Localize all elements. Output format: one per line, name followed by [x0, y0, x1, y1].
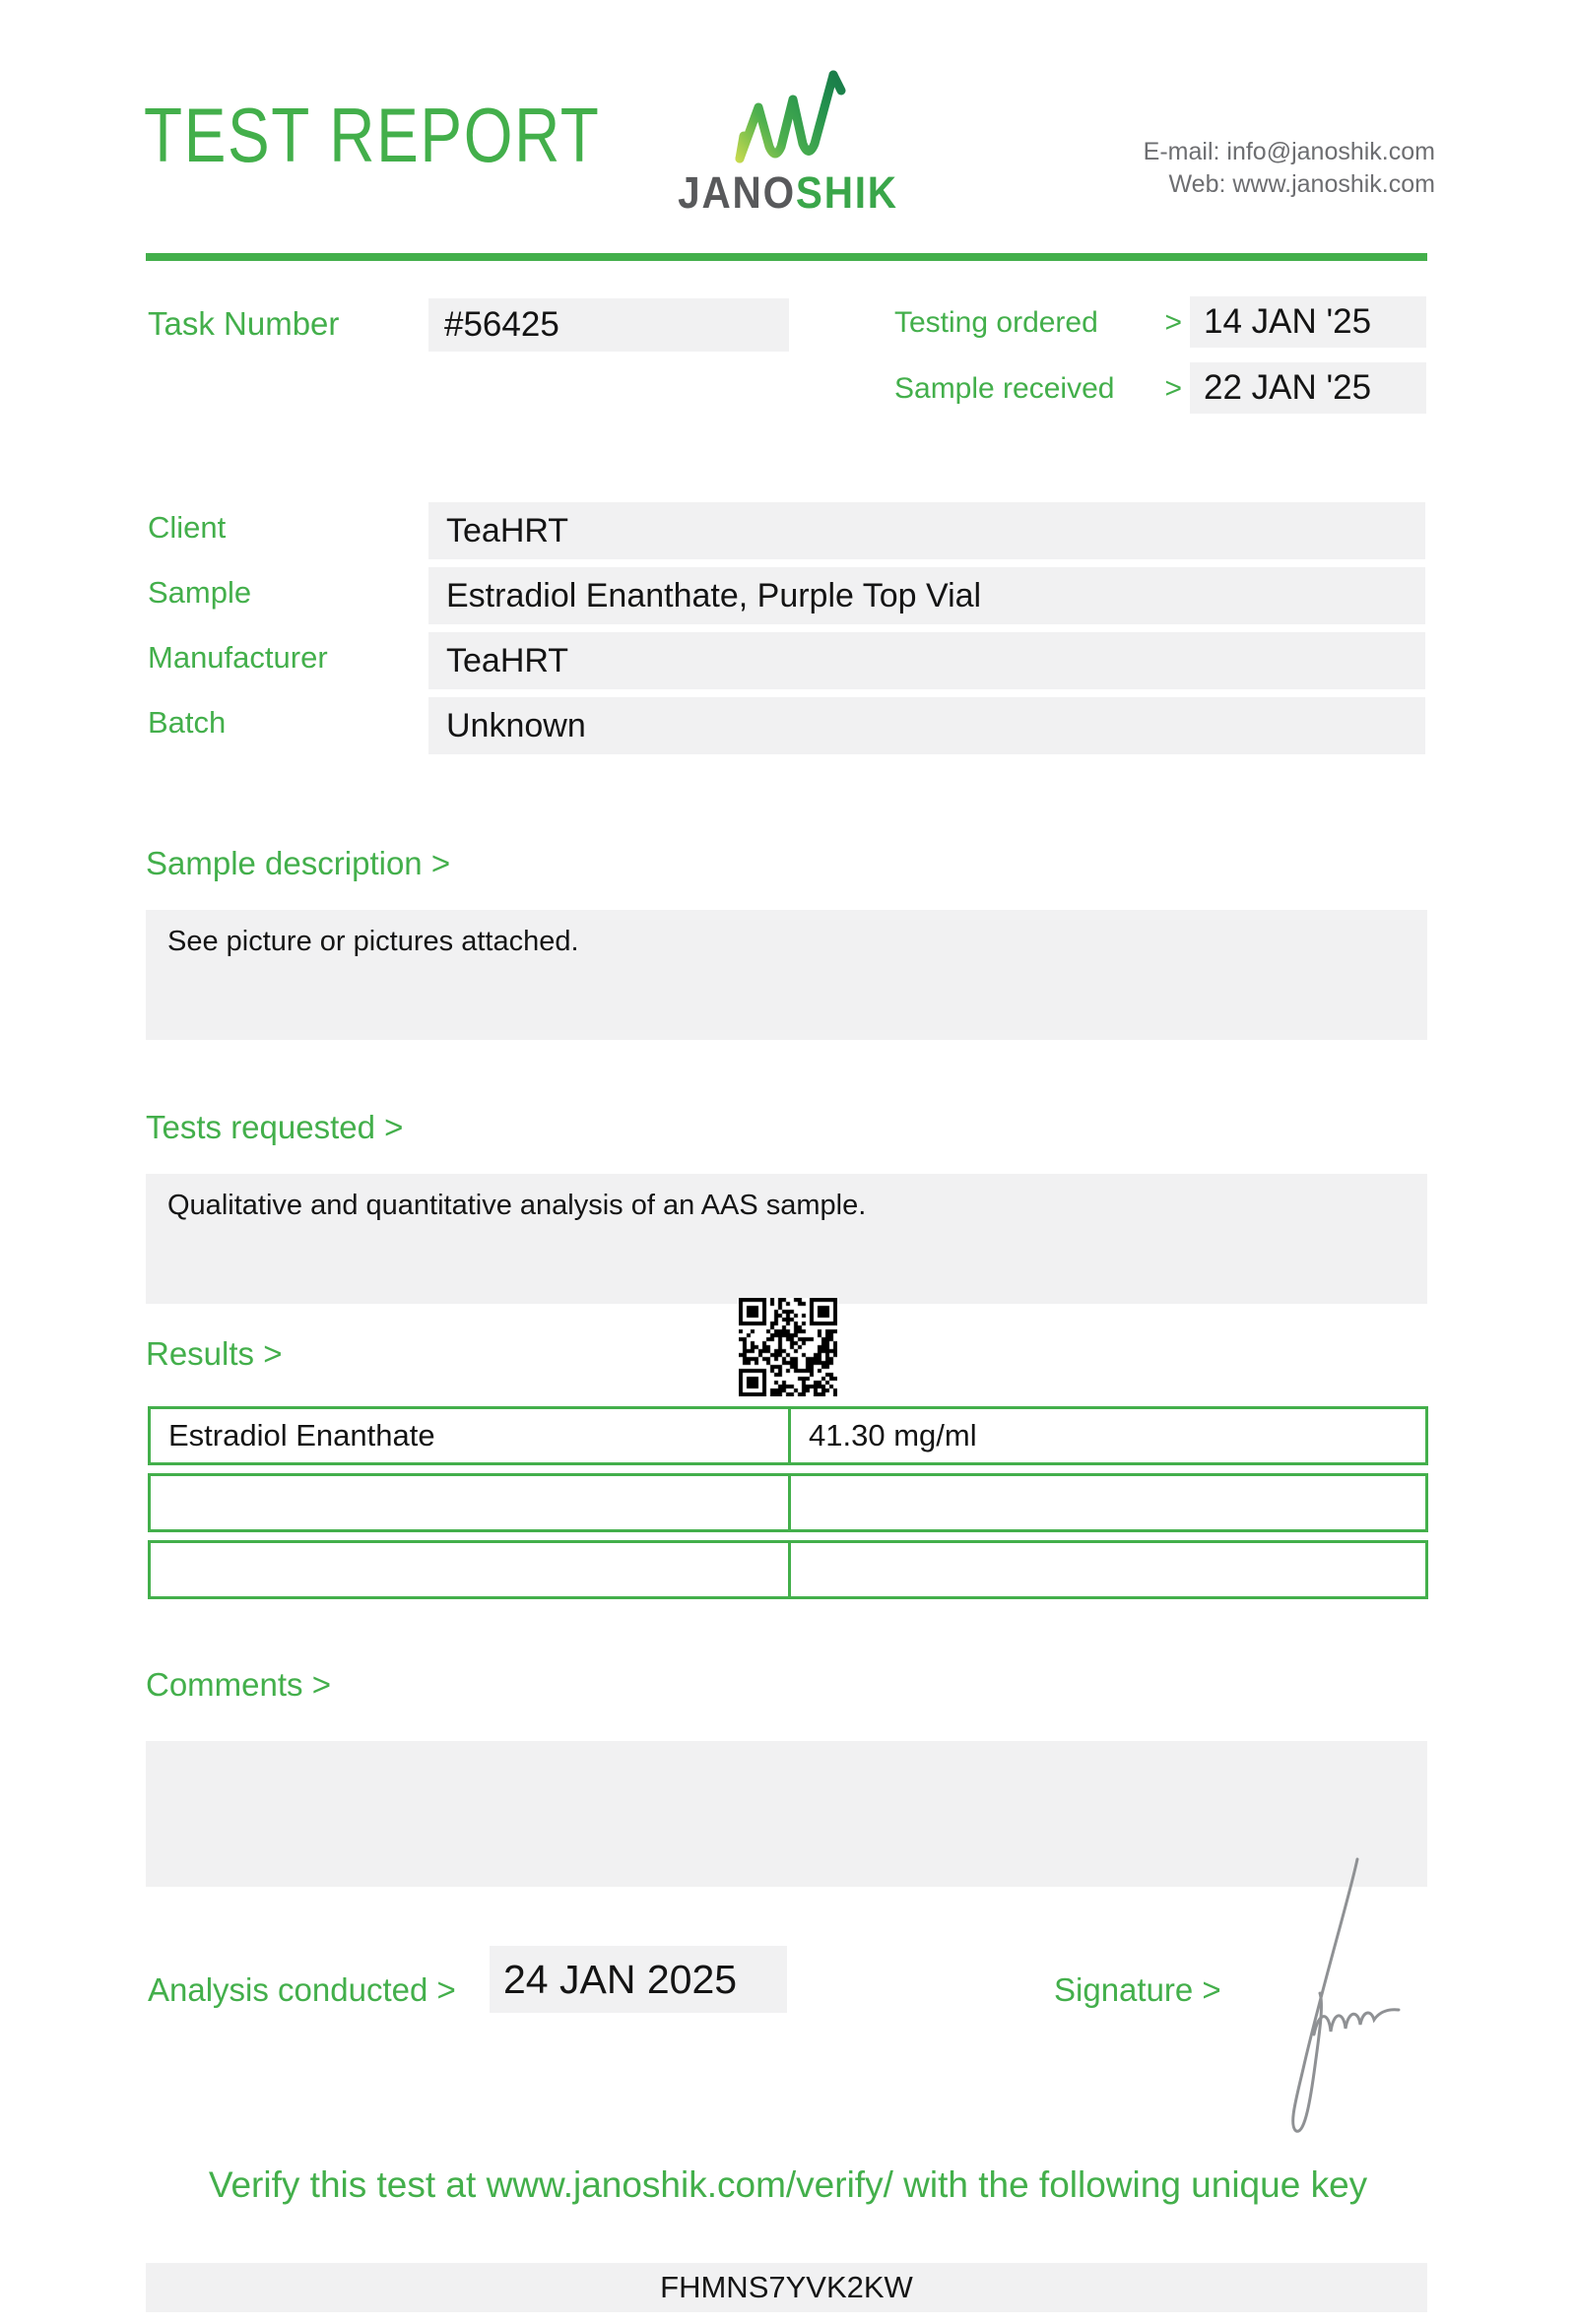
trend-chart-arrow-icon	[730, 63, 846, 163]
client-value: TeaHRT	[428, 502, 1425, 559]
result-analyte	[151, 1543, 791, 1596]
comments-heading: Comments >	[146, 1666, 331, 1703]
testing-ordered-value: 14 JAN '25	[1190, 296, 1426, 348]
tests-requested-box: Qualitative and quantitative analysis of an AAS sample.	[146, 1174, 1427, 1304]
sample-value: Estradiol Enanthate, Purple Top Vial	[428, 567, 1425, 624]
results-table-row	[148, 1540, 1428, 1599]
brand-name	[664, 167, 912, 219]
result-value	[791, 1543, 1425, 1596]
batch-label: Batch	[148, 705, 227, 740]
comments-box	[146, 1741, 1427, 1887]
batch-value: Unknown	[428, 697, 1425, 754]
result-value: 41.30 mg/ml	[809, 1418, 977, 1452]
qr-code	[739, 1298, 837, 1396]
signature-label: Signature >	[1054, 1971, 1221, 2008]
client-label: Client	[148, 510, 227, 545]
contact-email: E-mail: info@janoshik.com	[1143, 138, 1435, 165]
brand-name-gray: JANO	[678, 167, 796, 218]
verify-key: FHMNS7YVK2KW	[146, 2263, 1427, 2312]
sample-description-heading: Sample description >	[146, 845, 451, 881]
manufacturer-value: TeaHRT	[428, 632, 1425, 689]
results-table-row	[148, 1406, 1428, 1465]
sample-label: Sample	[148, 575, 252, 610]
brand-name-green: SHIK	[795, 167, 898, 218]
contact-info	[1144, 136, 1435, 201]
sample-received-label: Sample received >	[894, 372, 1182, 405]
results-table-row	[148, 1473, 1428, 1532]
sample-received-value: 22 JAN '25	[1190, 362, 1426, 414]
tests-requested-heading: Tests requested >	[146, 1109, 404, 1145]
result-analyte	[151, 1476, 791, 1529]
verify-instruction: Verify this test at www.janoshik.com/verify/ with the following unique key	[208, 2164, 1368, 2205]
signature-scribble	[1259, 1847, 1426, 2143]
testing-ordered-label: Testing ordered >	[894, 306, 1182, 339]
brand-logo	[650, 63, 926, 221]
analysis-conducted-label: Analysis conducted >	[148, 1971, 456, 2008]
result-analyte: Estradiol Enanthate	[151, 1409, 791, 1462]
manufacturer-label: Manufacturer	[148, 640, 328, 675]
sample-description-box: See picture or pictures attached.	[146, 910, 1427, 1040]
contact-web: Web: www.janoshik.com	[1168, 170, 1435, 198]
chevron-right-icon: >	[1164, 306, 1182, 339]
analysis-date-value: 24 JAN 2025	[490, 1946, 787, 2013]
result-value	[791, 1476, 1425, 1529]
chevron-right-icon: >	[1164, 372, 1182, 405]
results-heading: Results >	[146, 1335, 283, 1372]
task-number-label: Task Number	[148, 305, 340, 342]
header-divider	[146, 253, 1427, 261]
task-number-value: #56425	[428, 298, 789, 352]
page-title: TEST REPORT	[144, 92, 601, 178]
